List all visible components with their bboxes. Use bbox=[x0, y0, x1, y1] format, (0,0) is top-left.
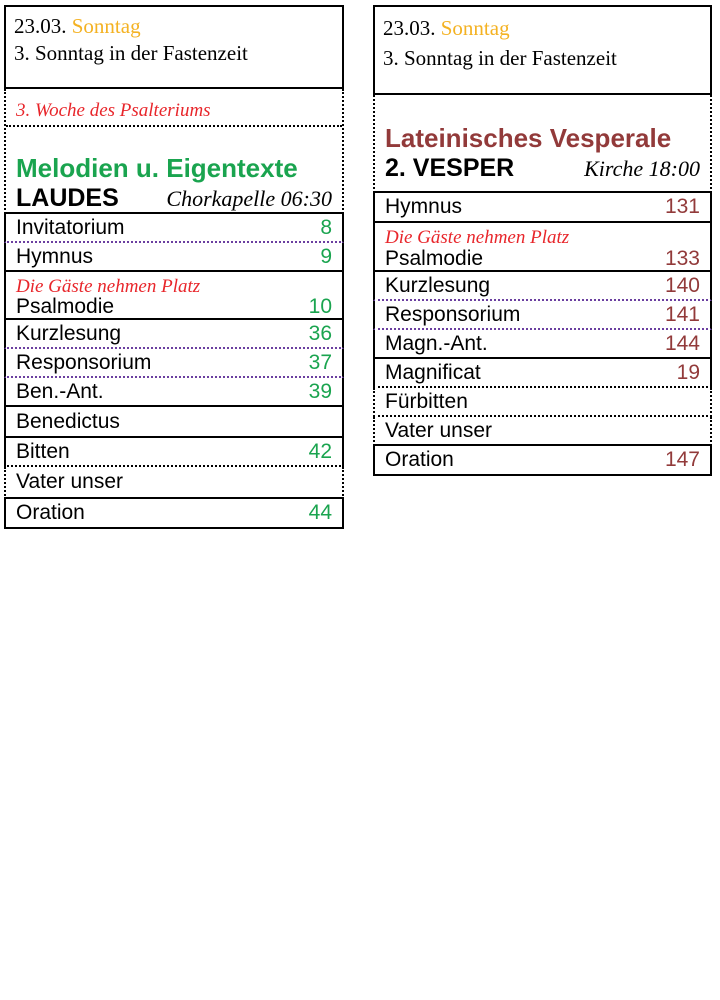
item-label: Vater unser bbox=[385, 418, 492, 442]
list-item bbox=[373, 301, 712, 330]
list-item bbox=[373, 272, 712, 301]
item-label: Hymnus bbox=[385, 195, 463, 218]
item-label: Vater unser bbox=[16, 470, 123, 493]
item-label: Bitten bbox=[16, 439, 70, 463]
list-item bbox=[373, 247, 712, 272]
item-label: Fürbitten bbox=[385, 389, 468, 413]
date-text: 23.03. bbox=[383, 16, 436, 40]
guest-note: Die Gäste nehmen Platz bbox=[4, 272, 344, 296]
list-item bbox=[4, 214, 344, 243]
list-item bbox=[4, 378, 344, 407]
office-line bbox=[385, 153, 700, 183]
page-number: 36 bbox=[308, 321, 332, 345]
date-text: 23.03. bbox=[14, 14, 67, 38]
page-number: 42 bbox=[308, 439, 332, 463]
office-line bbox=[16, 183, 332, 213]
item-label: Kurzlesung bbox=[385, 273, 491, 297]
page-number: 39 bbox=[308, 379, 332, 403]
page-number: 44 bbox=[308, 501, 332, 524]
weekday-text: Sonntag bbox=[71, 14, 141, 38]
date-header bbox=[373, 5, 712, 95]
item-label: Ben.-Ant. bbox=[16, 379, 104, 403]
section-title: Lateinisches Vesperale bbox=[385, 123, 672, 153]
list-item bbox=[4, 296, 344, 320]
laudes-column bbox=[4, 5, 344, 529]
page-number: 141 bbox=[664, 302, 700, 326]
item-label: Oration bbox=[385, 448, 454, 471]
page-number: 10 bbox=[308, 295, 332, 318]
page-number: 37 bbox=[308, 350, 332, 374]
intro-section bbox=[373, 95, 712, 193]
list-item bbox=[4, 438, 344, 467]
item-label: Magnificat bbox=[385, 360, 481, 384]
item-label: Psalmodie bbox=[16, 295, 115, 318]
vesper-column bbox=[373, 5, 712, 476]
office-location-time: Chorkapelle 06:30 bbox=[166, 186, 332, 211]
date-header bbox=[4, 5, 344, 89]
page-number: 133 bbox=[664, 246, 700, 270]
item-label: Responsorium bbox=[385, 302, 521, 326]
weekday-text: Sonntag bbox=[440, 16, 510, 40]
office-location-time: Kirche 18:00 bbox=[584, 156, 700, 181]
page-number: 140 bbox=[664, 273, 700, 297]
item-label: Invitatorium bbox=[16, 215, 125, 239]
item-label: Hymnus bbox=[16, 244, 94, 268]
list-item bbox=[4, 407, 344, 438]
item-label: Oration bbox=[16, 501, 85, 524]
list-item bbox=[4, 467, 344, 499]
list-item bbox=[4, 349, 344, 378]
list-item bbox=[373, 417, 712, 446]
psalter-week: 3. Woche des Psalteriums bbox=[6, 89, 342, 127]
page-number: 147 bbox=[664, 448, 700, 471]
office-name: LAUDES bbox=[16, 184, 119, 212]
list-item bbox=[373, 446, 712, 476]
item-label: Benedictus bbox=[16, 409, 120, 433]
item-label: Responsorium bbox=[16, 350, 152, 374]
item-label: Magn.-Ant. bbox=[385, 331, 488, 355]
list-item bbox=[373, 359, 712, 388]
page-number: 131 bbox=[664, 195, 700, 218]
page-number: 19 bbox=[676, 360, 700, 384]
list-item bbox=[4, 320, 344, 349]
office-name: 2. VESPER bbox=[385, 154, 515, 182]
page-number: 8 bbox=[320, 215, 332, 239]
list-item bbox=[4, 243, 344, 272]
section-title: Melodien u. Eigentexte bbox=[16, 153, 298, 183]
list-item bbox=[373, 330, 712, 359]
occasion-text: 3. Sonntag in der Fastenzeit bbox=[14, 41, 248, 65]
list-item bbox=[373, 388, 712, 417]
intro-section bbox=[4, 89, 344, 214]
list-item bbox=[4, 499, 344, 529]
item-label: Kurzlesung bbox=[16, 321, 122, 345]
occasion-text: 3. Sonntag in der Fastenzeit bbox=[383, 46, 617, 70]
list-item bbox=[373, 193, 712, 223]
item-label: Psalmodie bbox=[385, 246, 484, 270]
guest-note: Die Gäste nehmen Platz bbox=[373, 223, 712, 247]
page-number: 144 bbox=[664, 331, 700, 355]
page-number: 9 bbox=[320, 244, 332, 268]
